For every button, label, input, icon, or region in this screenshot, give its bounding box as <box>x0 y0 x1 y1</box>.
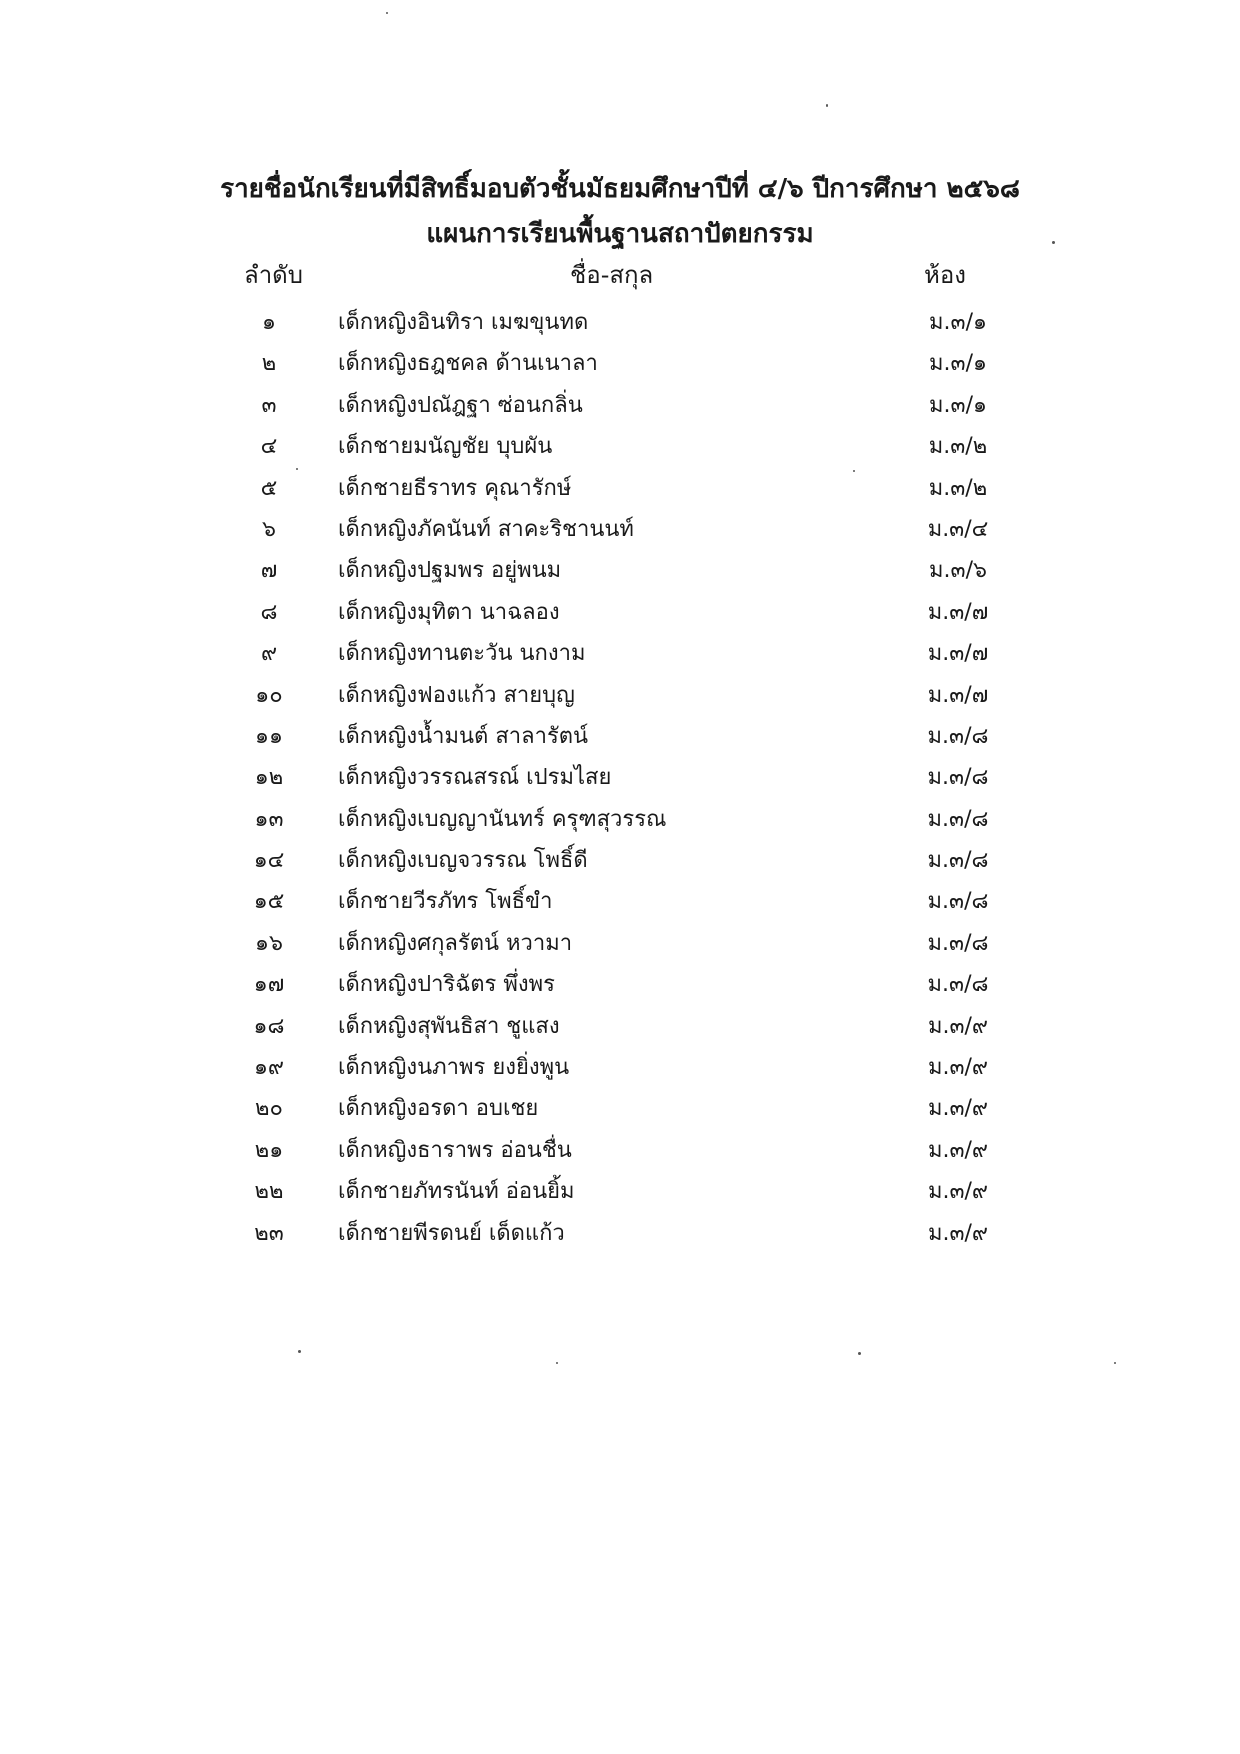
scan-speck <box>386 12 388 14</box>
table-row <box>0 968 1240 1009</box>
student-room: ม.๓/๘ <box>927 848 989 874</box>
table-row <box>0 1051 1240 1092</box>
document-title: รายชื่อนักเรียนที่มีสิทธิ์มอบตัวชั้นมัธยมศึกษาปีที่ ๔/๖ ปีการศึกษา ๒๕๖๘ <box>220 174 1020 204</box>
table-row <box>0 803 1240 844</box>
student-room: ม.๓/๙ <box>927 1179 989 1205</box>
table-row <box>0 720 1240 761</box>
student-name: เด็กหญิงธฎชคล ด้านเนาลา <box>338 351 598 377</box>
row-number: ๙ <box>260 641 278 667</box>
scan-speck <box>298 1350 301 1353</box>
student-name: เด็กหญิงมุทิตา นาฉลอง <box>338 599 560 625</box>
student-name: เด็กหญิงธาราพร อ่อนชื่น <box>338 1137 572 1163</box>
table-row <box>0 1092 1240 1133</box>
table-row <box>0 844 1240 885</box>
row-number: ๑๘ <box>253 1013 285 1039</box>
table-row <box>0 306 1240 347</box>
student-room: ม.๓/๘ <box>927 930 989 956</box>
table-row <box>0 430 1240 471</box>
student-room: ม.๓/๙ <box>927 1137 989 1163</box>
column-header-order: ลำดับ <box>244 261 304 289</box>
student-room: ม.๓/๙ <box>927 1013 989 1039</box>
table-row <box>0 1010 1240 1051</box>
table-row <box>0 885 1240 926</box>
table-row <box>0 513 1240 554</box>
student-room: ม.๓/๔ <box>927 516 989 542</box>
row-number: ๑๒ <box>254 765 284 791</box>
row-number: ๓ <box>261 392 277 418</box>
student-name: เด็กชายวีรภัทร โพธิ์ขำ <box>338 889 553 915</box>
row-number: ๒๐ <box>255 1096 283 1122</box>
student-name: เด็กชายมนัญชัย บุบผัน <box>338 434 553 460</box>
student-room: ม.๓/๗ <box>927 641 989 667</box>
student-name: เด็กหญิงวรรณสรณ์ เปรมไสย <box>338 765 612 791</box>
column-header-room: ห้อง <box>924 261 966 289</box>
table-row <box>0 554 1240 595</box>
student-name: เด็กหญิงปณัฎฐา ซ่อนกลิ่น <box>338 392 583 418</box>
scan-speck <box>1114 1362 1116 1364</box>
scan-speck <box>1052 241 1055 244</box>
table-row <box>0 679 1240 720</box>
row-number: ๖ <box>262 516 276 542</box>
row-number: ๒๒ <box>254 1179 284 1205</box>
student-name: เด็กชายภัทรนันท์ อ่อนยิ้ม <box>338 1179 575 1205</box>
table-row <box>0 1134 1240 1175</box>
column-header-name: ชื่อ-สกุล <box>570 261 654 289</box>
table-row <box>0 1175 1240 1216</box>
student-name: เด็กหญิงอินทิรา เมฆขุนทด <box>338 310 589 335</box>
row-number: ๑๕ <box>253 889 285 915</box>
table-row <box>0 927 1240 968</box>
student-room: ม.๓/๙ <box>927 1055 989 1081</box>
table-row <box>0 347 1240 388</box>
table-row <box>0 389 1240 430</box>
table-row <box>0 761 1240 802</box>
row-number: ๗ <box>260 558 278 584</box>
student-name: เด็กชายพีรดนย์ เด็ดแก้ว <box>338 1220 565 1246</box>
row-number: ๕ <box>260 475 278 501</box>
table-row <box>0 596 1240 637</box>
row-number: ๑๓ <box>254 806 284 832</box>
scan-speck <box>826 104 828 107</box>
student-room: ม.๓/๘ <box>927 806 989 832</box>
student-name: เด็กหญิงสุพันธิสา ชูแสง <box>338 1013 560 1039</box>
student-name: เด็กหญิงอรดา อบเชย <box>338 1096 539 1122</box>
student-name: เด็กหญิงเบญญานันทร์ ครุฑสุวรรณ <box>338 806 667 832</box>
student-name: เด็กหญิงปฐมพร อยู่พนม <box>338 558 562 584</box>
row-number: ๒ <box>261 351 277 377</box>
student-name: เด็กหญิงฟองแก้ว สายบุญ <box>338 682 575 708</box>
student-room: ม.๓/๘ <box>927 723 989 749</box>
row-number: ๒๓ <box>254 1220 284 1246</box>
row-number: ๑ <box>262 310 276 335</box>
table-row <box>0 637 1240 678</box>
student-room: ม.๓/๙ <box>927 1096 989 1122</box>
table-row <box>0 472 1240 513</box>
row-number: ๑๐ <box>255 682 283 708</box>
student-list <box>0 306 1240 1258</box>
student-room: ม.๓/๗ <box>927 599 989 625</box>
row-number: ๔ <box>260 434 278 460</box>
student-room: ม.๓/๑ <box>929 310 987 335</box>
row-number: ๑๔ <box>253 848 285 874</box>
table-row <box>0 1217 1240 1258</box>
student-name: เด็กหญิงศกุลรัตน์ หวามา <box>338 930 573 956</box>
student-name: เด็กหญิงปาริฉัตร พึ่งพร <box>338 972 555 998</box>
student-room: ม.๓/๗ <box>927 682 989 708</box>
scan-speck <box>858 1352 861 1355</box>
student-name: เด็กหญิงภัคนันท์ สาคะริชานนท์ <box>338 516 634 542</box>
row-number: ๑๙ <box>253 1055 285 1081</box>
student-name: เด็กหญิงทานตะวัน นกงาม <box>338 641 586 667</box>
student-name: เด็กหญิงเบญจวรรณ โพธิ์ดี <box>338 848 588 874</box>
student-room: ม.๓/๑ <box>929 392 987 418</box>
scan-speck <box>296 468 298 470</box>
student-room: ม.๓/๖ <box>929 558 987 584</box>
row-number: ๑๑ <box>255 723 283 749</box>
student-name: เด็กชายธีราทร คุณารักษ์ <box>338 475 572 501</box>
student-room: ม.๓/๑ <box>929 351 987 377</box>
row-number: ๑๖ <box>255 930 283 956</box>
row-number: ๘ <box>260 599 278 625</box>
scan-speck <box>556 1362 558 1364</box>
student-room: ม.๓/๘ <box>927 889 989 915</box>
student-name: เด็กหญิงน้ำมนต์ สาลารัตน์ <box>338 723 589 749</box>
student-room: ม.๓/๒ <box>928 475 988 501</box>
student-room: ม.๓/๒ <box>928 434 988 460</box>
student-name: เด็กหญิงนภาพร ยงยิ่งพูน <box>338 1055 570 1081</box>
scan-speck <box>853 470 855 472</box>
row-number: ๒๑ <box>254 1137 284 1163</box>
student-room: ม.๓/๘ <box>927 972 989 998</box>
row-number: ๑๗ <box>253 972 285 998</box>
student-room: ม.๓/๘ <box>927 765 989 791</box>
student-room: ม.๓/๙ <box>927 1220 989 1246</box>
document-subtitle: แผนการเรียนพื้นฐานสถาปัตยกรรม <box>426 219 814 249</box>
